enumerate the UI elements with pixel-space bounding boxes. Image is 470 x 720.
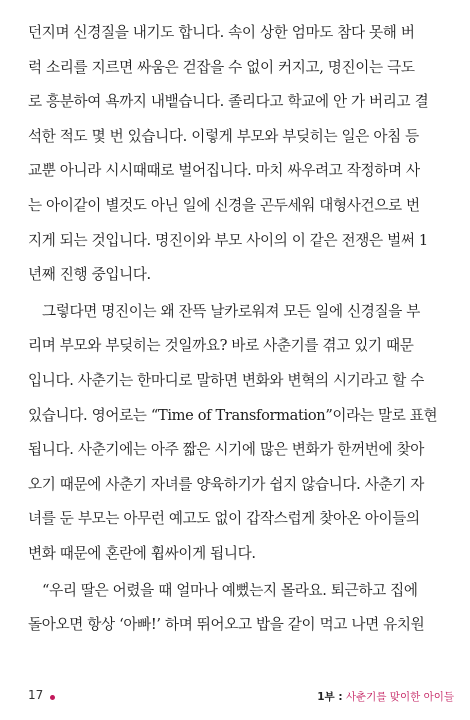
text-line: 돌아오면 항상 ‘아빠!’ 하며 뛰어오고 밥을 같이 먹고 나면 유치원 [28,616,425,634]
text-line: 로 흥분하여 욕까지 내뱉습니다. 졸리다고 학교에 안 가 버리고 결 [28,93,429,111]
text-line: 는 아이같이 별것도 아닌 일에 신경을 곤두세워 대형사건으로 번 [28,196,420,214]
text-line: 있습니다. 영어로는 “Time of Transformation”이라는 말로 표현 [28,406,438,424]
text-line: 지게 되는 것입니다. 명진이와 부모 사이의 이 같은 전쟁은 벌써 1 [28,231,428,249]
part-label: 1부 : [317,691,343,703]
text-line: 오기 때문에 사춘기 자녀를 양육하기가 쉽지 않습니다. 사춘기 자 [28,475,425,493]
text-line: 입니다. 사춘기는 한마디로 말하면 변화와 변혁의 시기라고 할 수 [28,371,425,389]
text-line: 던지며 신경질을 내기도 합니다. 속이 상한 엄마도 참다 못해 버 [28,24,415,41]
text-line: 녀를 둔 부모는 아무런 예고도 없이 갑작스럽게 찾아온 아이들의 [28,510,420,528]
page-footer [28,688,454,708]
paragraph-2 [28,295,454,572]
paragraph-1 [28,16,454,293]
text-line: 교뿐 아니라 시시때때로 벌어집니다. 마치 싸우려고 작정하며 사 [28,162,420,180]
text-line: 그렇다면 명진이는 왜 잔뜩 날카로워져 모든 일에 신경질을 부 [42,302,421,320]
running-header [317,689,454,704]
text-line: 됩니다. 사춘기에는 아주 짧은 시기에 많은 변화가 한꺼번에 찾아 [28,441,425,459]
text-line: “우리 딸은 어렸을 때 얼마나 예뻤는지 몰라요. 퇴근하고 집에 [42,581,418,599]
page-number: 17 [28,688,44,702]
text-line: 리며 부모와 부딪히는 것일까요? 바로 사춘기를 겪고 있기 때문 [28,337,414,355]
text-line: 년째 진행 중입니다. [28,266,151,284]
text-line: 럭 소리를 지르면 싸움은 걷잡을 수 없이 커지고, 명진이는 극도 [28,58,415,76]
body-text [28,16,454,643]
text-line: 변화 때문에 혼란에 휩싸이게 됩니다. [28,544,256,562]
text-line: 석한 적도 몇 번 있습니다. 이렇게 부모와 부딪히는 일은 아침 등 [28,127,419,145]
bullet-dot-icon [50,695,55,700]
chapter-title: 사춘기를 맞이한 아이들 [345,691,454,703]
paragraph-3 [28,574,454,643]
